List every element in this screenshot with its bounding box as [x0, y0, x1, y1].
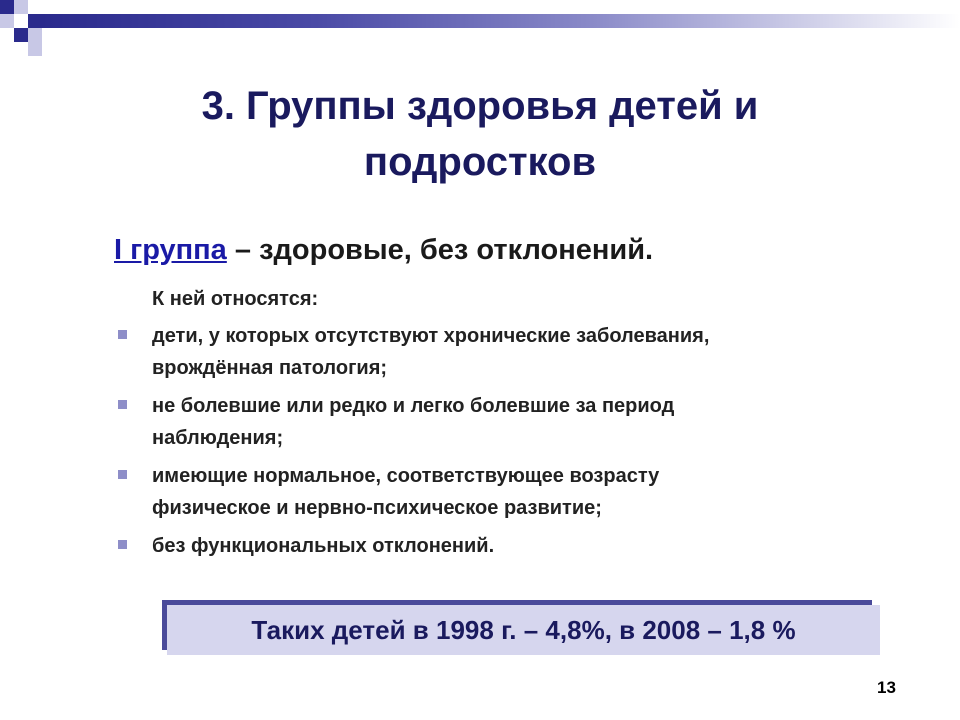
title-line-1: 3. Группы здоровья детей и	[201, 84, 759, 128]
square-bullet-icon	[118, 400, 127, 409]
slide-title	[0, 78, 960, 190]
intro-text: К ней относятся:	[152, 288, 319, 310]
list-item	[114, 460, 914, 524]
list-item	[114, 390, 914, 454]
bullet-line: без функциональных отклонений.	[152, 535, 495, 557]
bullet-line: имеющие нормальное, соответствующее возрасту	[152, 465, 660, 487]
deco-square	[0, 14, 14, 28]
bullet-line: дети, у которых отсутствуют хронические заболевания,	[152, 325, 710, 347]
bullet-list	[114, 320, 914, 568]
statistics-callout: Таких детей в 1998 г. – 4,8%, в 2008 – 1,8 %	[167, 605, 880, 655]
deco-square	[14, 0, 28, 14]
title-line-2: подростков	[363, 140, 597, 184]
list-item	[114, 530, 914, 562]
square-bullet-icon	[118, 540, 127, 549]
deco-square	[28, 42, 42, 56]
top-gradient-bar	[40, 14, 960, 28]
square-bullet-icon	[118, 330, 127, 339]
bullet-line: не болевшие или редко и легко болевшие за период	[152, 395, 675, 417]
bullet-line: физическое и нервно-психическое развитие;	[152, 497, 602, 519]
bullet-line: наблюдения;	[152, 427, 284, 449]
group-heading	[114, 234, 653, 267]
square-bullet-icon	[118, 470, 127, 479]
deco-square	[14, 28, 28, 42]
deco-square	[28, 0, 42, 14]
deco-square	[14, 14, 28, 28]
deco-square	[28, 28, 42, 42]
deco-square	[0, 0, 14, 14]
bullet-line: врождённая патология;	[152, 357, 388, 379]
page-number: 13	[877, 678, 896, 697]
group-description: – здоровые, без отклонений.	[226, 234, 654, 266]
group-link[interactable]: I группа	[114, 234, 227, 266]
list-item	[114, 320, 914, 384]
